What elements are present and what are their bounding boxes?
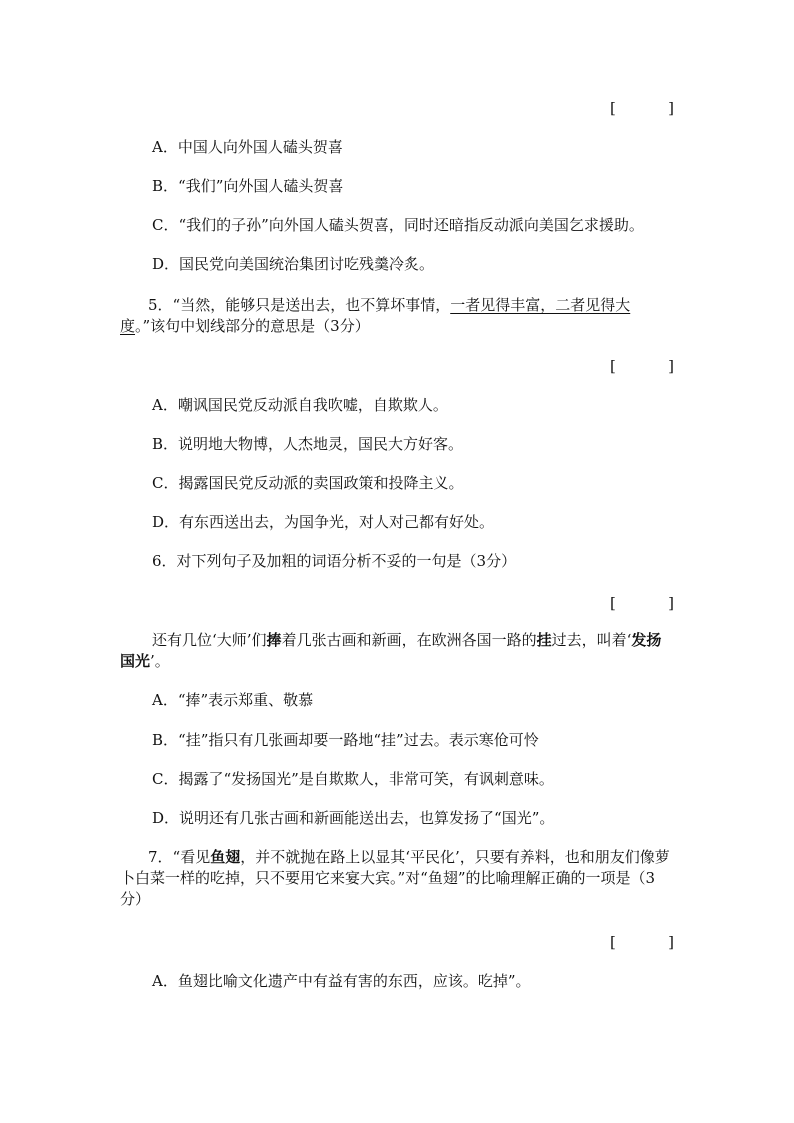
q6-option-d: D．说明还有几张古画和新画能送出去，也算发扬了“国光”。 [152,809,555,827]
q6-option-c: C．揭露了“发扬国光”是自欺欺人，非常可笑，有讽刺意味。 [152,770,554,788]
q4-option-c: C．“我们的子孙”向外国人磕头贺喜，同时还暗指反动派向美国乞求援助。 [152,216,644,234]
bracket-left: [ [610,357,616,375]
q6-passage-text-4: ’。 [150,652,170,670]
q7-stem [120,847,676,910]
q5-stem-suffix: 。”该句中划线部分的意思是（3分） [135,317,370,335]
q4-option-a: A．中国人向外国人磕头贺喜 [152,138,343,156]
bracket-left: [ [610,594,616,612]
bracket-left: [ [610,99,616,117]
q5-option-d: D．有东西送出去，为国争光，对人对己都有好处。 [152,513,495,531]
bracket-right: ] [668,594,674,612]
q6-bold-word-gua: 挂 [536,631,552,649]
q5-stem [120,295,665,337]
q6-option-b: B．“挂”指只有几张画却要一路地“挂”过去。表示寒伧可怜 [152,731,539,749]
bracket-right: ] [668,357,674,375]
q7-stem-text-2: ，并不就抛在路上以显其‘平民化’，只要有养料，也和朋友们像萝卜白菜一样的吃掉，只不要用它来宴大宾。”对“鱼翅”的比喻理解正确的一项是（3分） [120,848,670,908]
q5-option-b: B．说明地大物博，人杰地灵，国民大方好客。 [152,435,464,453]
q6-bold-phrase: 发扬国光 [120,631,662,670]
bracket-right: ] [668,99,674,117]
q6-bold-word-peng: 捧 [266,631,282,649]
bracket-right: ] [668,933,674,951]
q5-underlined-phrase: 一者见得丰富，二者见得大度 [120,296,631,335]
q6-passage-text-3: 过去，叫着‘ [551,631,632,649]
q6-passage [120,630,676,672]
q6-stem: 6．对下列句子及加粗的词语分析不妥的一句是（3分） [152,552,517,570]
q5-option-c: C．揭露国民党反动派的卖国政策和投降主义。 [152,474,464,492]
q7-stem-text-1: 7．“看见 [148,848,211,866]
bracket-left: [ [610,933,616,951]
q4-option-b: B．“我们”向外国人磕头贺喜 [152,177,344,195]
q6-passage-text-1: 还有几位‘大师’们 [152,631,267,649]
q5-option-a: A．嘲讽国民党反动派自我吹嘘，自欺欺人。 [152,396,448,414]
q4-option-d: D．国民党向美国统治集团讨吃残羹冷炙。 [152,255,435,273]
q5-stem-prefix: 5．“当然，能够只是送出去，也不算坏事情， [148,296,451,314]
q7-bold-word: 鱼翅 [210,848,241,866]
q7-option-a: A．鱼翅比喻文化遗产中有益有害的东西，应该。吃掉”。 [152,972,531,990]
q6-option-a: A．“捧”表示郑重、敬慕 [152,691,314,709]
q6-passage-text-2: 着几张古画和新画，在欧洲各国一路的 [281,631,537,649]
